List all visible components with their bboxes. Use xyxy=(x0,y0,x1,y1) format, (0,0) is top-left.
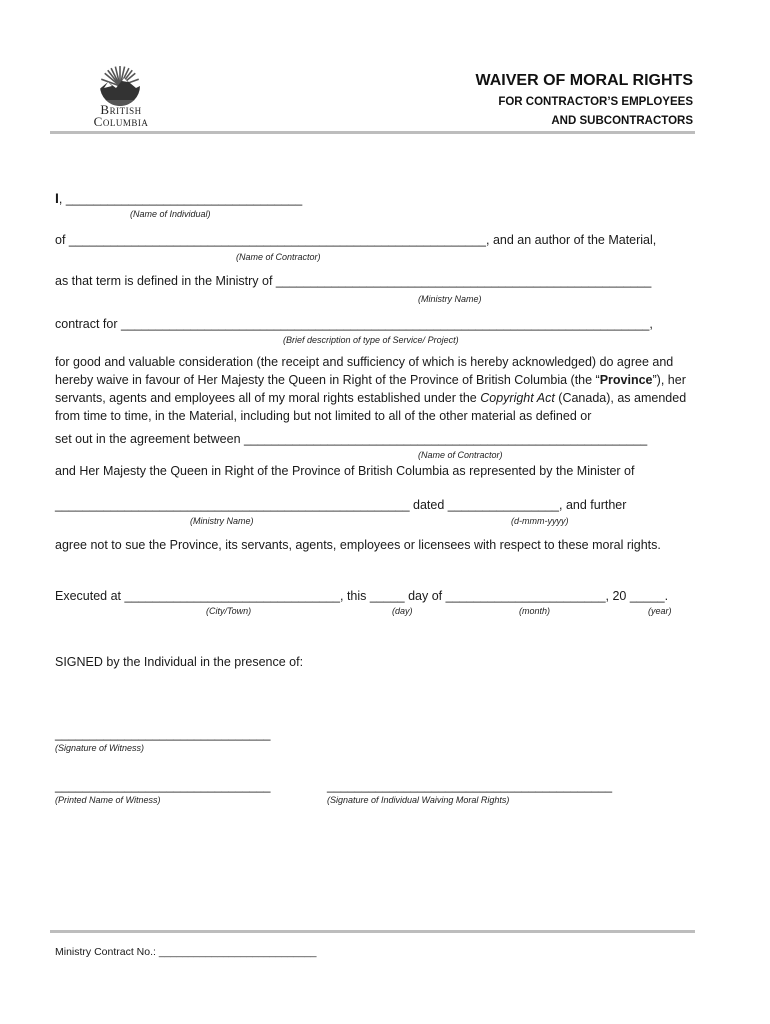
caption-signature-of-witness: (Signature of Witness) xyxy=(55,743,144,753)
individual-signature-line[interactable]: _________________________________________ xyxy=(327,779,613,793)
waiver-paragraph xyxy=(55,353,695,425)
paragraph-part-1: for good and valuable consideration (the receipt and sufficiency of which is hereby acknowledged) do agree and hereby waive in favour of Her Majesty the Queen in Right of the Province of British Columbia (the “ xyxy=(55,355,674,387)
footer-divider xyxy=(50,930,695,933)
page-title: WAIVER OF MORAL RIGHTS xyxy=(475,72,693,89)
bc-sun-mountain-icon xyxy=(78,62,164,106)
caption-minister-ministry-name: (Ministry Name) xyxy=(190,516,254,526)
caption-agreement-contractor: (Name of Contractor) xyxy=(418,450,503,460)
ministry-name-field[interactable]: as that term is defined in the Ministry of ______________________________________________________ xyxy=(55,274,652,288)
page-subtitle-line-2: AND SUBCONTRACTORS xyxy=(551,115,693,127)
agree-not-to-sue-statement: agree not to sue the Province, its servants, agents, employees or licensees with respect to these moral rights. xyxy=(55,538,661,552)
caption-year: (year) xyxy=(648,606,672,616)
paragraph-part-3: (Canada), as amended from time to time, in the Material, including but not limited to all of the other material as defined or xyxy=(55,391,687,423)
caption-printed-name-of-witness: (Printed Name of Witness) xyxy=(55,795,161,805)
caption-date-format: (d-mmm-yyyy) xyxy=(511,516,569,526)
witness-signature-line[interactable]: _______________________________ xyxy=(55,727,271,741)
caption-city-town: (City/Town) xyxy=(206,606,252,616)
paragraph-copyright-act: Copyright Act xyxy=(480,391,555,405)
caption-name-of-individual: (Name of Individual) xyxy=(130,209,211,219)
signed-in-presence-statement: SIGNED by the Individual in the presence of: xyxy=(55,655,304,669)
caption-day: (day) xyxy=(392,606,413,616)
logo-line-british: British xyxy=(100,102,142,117)
agreement-contractor-field[interactable]: set out in the agreement between __________________________________________________________ xyxy=(55,432,648,446)
page-subtitle-line-1: FOR CONTRACTOR’S EMPLOYEES xyxy=(498,96,693,108)
witness-printed-name-line[interactable]: _______________________________ xyxy=(55,779,271,793)
individual-name-field[interactable] xyxy=(55,190,302,207)
ministry-contract-number-field[interactable]: Ministry Contract No.: ___________________________ xyxy=(55,946,317,958)
bc-logo xyxy=(78,62,164,132)
caption-ministry-name: (Ministry Name) xyxy=(418,294,482,304)
individual-i-label: I xyxy=(55,190,59,206)
logo-line-columbia: Columbia xyxy=(93,114,149,129)
contract-description-field[interactable]: contract for ____________________________________________________________________________, xyxy=(55,317,653,331)
executed-at-field[interactable]: Executed at _______________________________, this _____ day of _______________________, 20 _____. xyxy=(55,589,669,603)
header-divider xyxy=(50,131,695,134)
caption-service-description: (Brief description of type of Service/ Project) xyxy=(283,335,459,345)
majesty-statement: and Her Majesty the Queen in Right of the Province of British Columbia as represented by the Minister of xyxy=(55,464,635,478)
caption-signature-of-individual: (Signature of Individual Waiving Moral Rights) xyxy=(327,795,510,805)
paragraph-part-2: ”), her servants, agents and employees all of my moral rights established under the xyxy=(55,373,686,405)
minister-dated-field[interactable]: ___________________________________________________ dated ________________, and further xyxy=(55,498,627,512)
caption-name-of-contractor: (Name of Contractor) xyxy=(236,252,321,262)
caption-month: (month) xyxy=(519,606,551,616)
contractor-name-field[interactable]: of ____________________________________________________________, and an author of the Material, xyxy=(55,233,657,247)
paragraph-province-term: Province xyxy=(599,373,653,387)
individual-name-blank: , __________________________________ xyxy=(58,192,303,206)
